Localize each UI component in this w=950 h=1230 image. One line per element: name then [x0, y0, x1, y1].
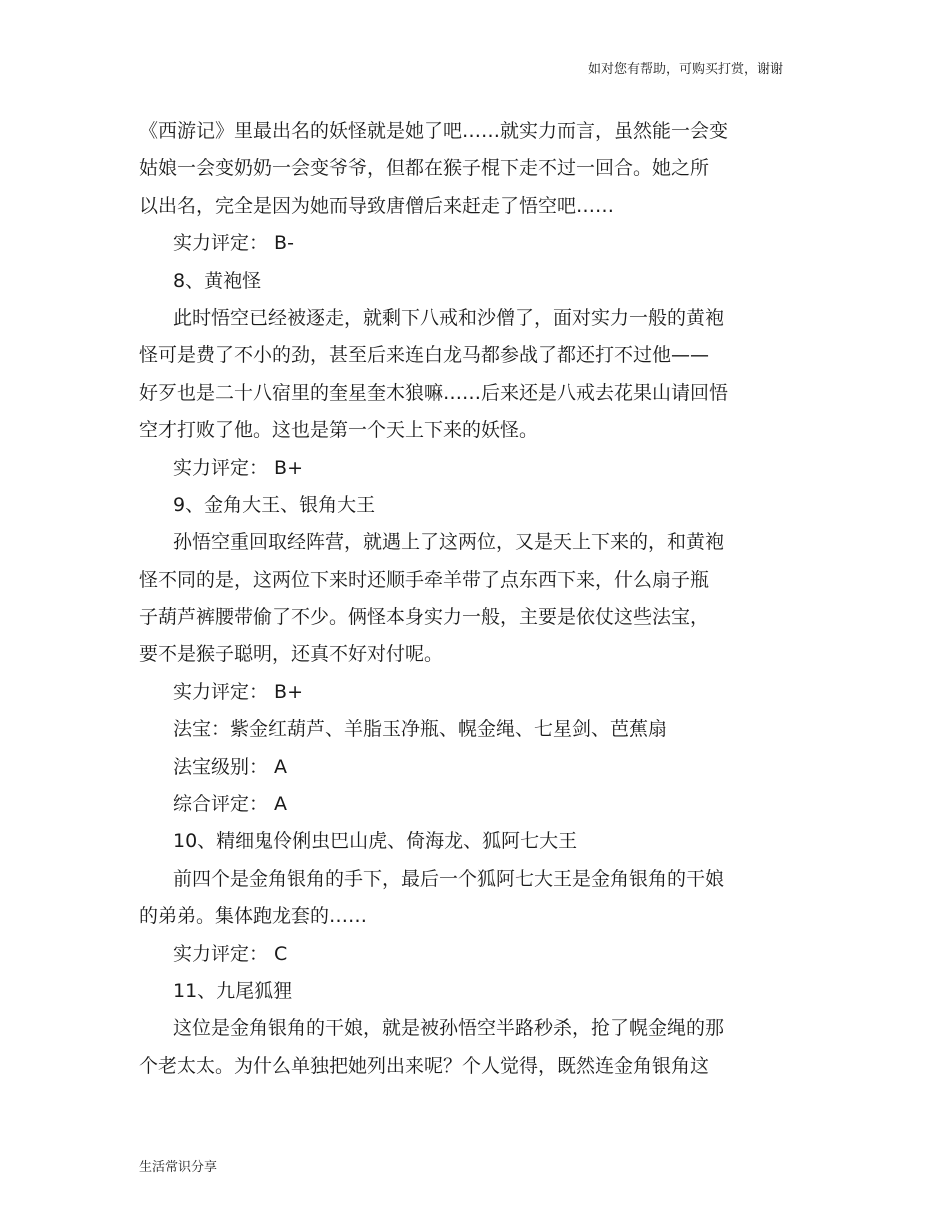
rating-line: 实力评定： B- — [173, 232, 294, 255]
rating-line: 实力评定： C — [173, 942, 288, 965]
body-line: 子葫芦裤腰带偷了不少。俩怪本身实力一般，主要是依仗这些法宝， — [139, 606, 710, 629]
body-line: 要不是猴子聪明，还真不好对付呢。 — [139, 643, 444, 666]
body-line: 怪不同的是，这两位下来时还顺手牵羊带了点东西下来，什么扇子瓶 — [139, 568, 710, 591]
header-note: 如对您有帮助，可购买打赏，谢谢 — [587, 62, 783, 77]
body-line: 前四个是金角银角的手下，最后一个狐阿七大王是金角银角的干娘 — [173, 867, 725, 890]
section-heading: 8、黄袍怪 — [173, 269, 262, 292]
rating-line: 实力评定： B+ — [173, 456, 303, 479]
body-line: 此时悟空已经被逐走，就剩下八戒和沙僧了，面对实力一般的黄袍 — [173, 306, 725, 329]
body-line: 空才打败了他。这也是第一个天上下来的妖怪。 — [139, 419, 539, 442]
overall-rating-line: 综合评定： A — [173, 793, 288, 816]
body-line: 这位是金角银角的干娘，就是被孙悟空半路秒杀，抢了幌金绳的那 — [173, 1017, 725, 1040]
body-line: 《西游记》里最出名的妖怪就是她了吧……就实力而言，虽然能一会变 — [139, 120, 729, 142]
body-line: 的弟弟。集体跑龙套的…… — [139, 905, 368, 928]
body-line: 好歹也是二十八宿里的奎星奎木狼嘛……后来还是八戒去花果山请回悟 — [139, 381, 729, 404]
treasure-level-line: 法宝级别： A — [173, 755, 288, 778]
body-line: 孙悟空重回取经阵营，就遇上了这两位，又是天上下来的，和黄袍 — [173, 531, 725, 554]
rating-line: 实力评定： B+ — [173, 680, 303, 703]
body-line: 怪可是费了不小的劲，甚至后来连白龙马都参战了都还打不过他—— — [139, 344, 710, 367]
section-heading: 9、金角大王、银角大王 — [173, 493, 376, 516]
footer-note: 生活常识分享 — [139, 1160, 218, 1175]
section-heading: 11、九尾狐狸 — [173, 979, 293, 1002]
body-line: 个老太太。为什么单独把她列出来呢？个人觉得，既然连金角银角这 — [139, 1054, 710, 1077]
body-line: 姑娘一会变奶奶一会变爷爷，但都在猴子棍下走不过一回合。她之所 — [139, 157, 710, 180]
document-body — [139, 113, 779, 1085]
section-heading: 10、精细鬼伶俐虫巴山虎、倚海龙、狐阿七大王 — [173, 830, 578, 853]
body-line: 以出名，完全是因为她而导致唐僧后来赶走了悟空吧…… — [139, 194, 615, 217]
treasure-line: 法宝：紫金红葫芦、羊脂玉净瓶、幌金绳、七星剑、芭蕉扇 — [173, 718, 668, 741]
